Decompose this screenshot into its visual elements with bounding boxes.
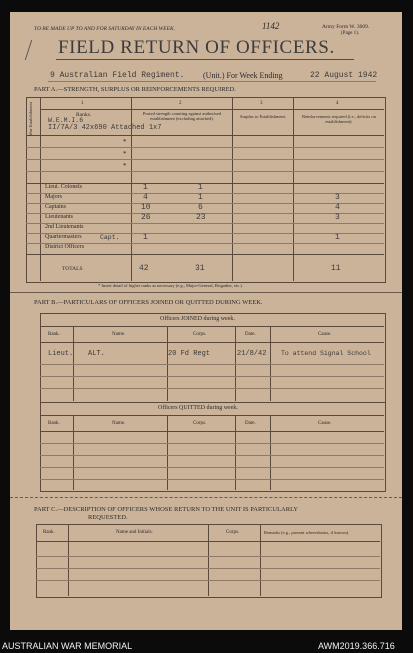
surplus-value: 1 xyxy=(198,183,203,192)
form-title: FIELD RETURN OF OFFICERS. xyxy=(58,37,335,58)
caption-left: AUSTRALIAN WAR MEMORIAL xyxy=(2,641,133,651)
posted-value: 4 xyxy=(143,193,148,202)
caption-right: AWM2019.366.716 xyxy=(318,641,395,651)
posted-value: 26 xyxy=(141,213,151,222)
asterisk-marker: * xyxy=(123,150,127,158)
title-underline xyxy=(56,59,354,60)
joined-date: 21/8/42 xyxy=(237,350,267,358)
col-corps: Corps. xyxy=(226,530,240,535)
qm-note: Capt. xyxy=(100,234,120,241)
rank-label: Lieut. Colonels xyxy=(45,184,82,190)
col-name-and-initials: Name and Initials. xyxy=(116,530,153,535)
col-rank: Rank. xyxy=(48,421,60,426)
joined-rank: Lieut. xyxy=(48,350,74,358)
table-line xyxy=(68,524,69,596)
surplus-value: 23 xyxy=(196,213,206,222)
table-line xyxy=(36,568,380,569)
col-ranks: Ranks. xyxy=(76,112,92,118)
rank-label: District Officers xyxy=(45,244,85,250)
quitted-table-title: Officers QUITTED during week. xyxy=(158,405,238,411)
totals-label: TOTALS xyxy=(62,266,83,272)
joined-corps: 20 Fd Regt xyxy=(168,350,211,358)
table-line xyxy=(40,431,384,432)
col-cause: Cause. xyxy=(318,332,332,337)
joined-cause: To attend Signal School xyxy=(281,350,371,357)
col-cause: Cause. xyxy=(318,421,332,426)
surplus-value: 1 xyxy=(198,193,203,202)
col-rank: Rank. xyxy=(43,530,55,535)
col-reinforcements: Reinforcements required (i.e., deficits on establishment). xyxy=(302,114,376,124)
perforation-line xyxy=(10,497,402,498)
col-corps: Corps. xyxy=(193,421,207,426)
table-line xyxy=(40,455,384,456)
col-number-4: 4 xyxy=(336,101,339,106)
table-line xyxy=(40,364,384,365)
col-war-establishment: War Establishment xyxy=(28,101,33,136)
reinforcements-value: 1 xyxy=(335,233,340,242)
total-reinforcements: 11 xyxy=(331,264,341,273)
part-c-heading-line-1: PART C.—DESCRIPTION OF OFFICERS WHOSE RETURN TO THE UNIT IS PARTICULARLY xyxy=(34,506,299,513)
table-line xyxy=(26,203,384,204)
table-line xyxy=(40,443,384,444)
rank-label: Majors xyxy=(45,194,62,200)
we-reference-1: W.E.M.I.6 xyxy=(48,117,84,124)
rank-label: 2nd Lieutenants xyxy=(45,224,84,230)
we-reference-2: II/7A/3 42x690 Attached 1x7 xyxy=(48,124,162,132)
posted-value: 1 xyxy=(143,183,148,192)
table-line xyxy=(36,556,380,557)
table-line xyxy=(26,135,384,136)
table-line xyxy=(26,254,384,255)
unit-label: (Unit.) For Week Ending xyxy=(203,71,283,80)
table-line xyxy=(40,342,384,343)
table-line xyxy=(40,388,384,389)
week-ending-date: 22 August 1942 xyxy=(310,71,378,80)
col-surplus: Surplus to Establishment. xyxy=(239,114,287,119)
col-date: Date. xyxy=(245,421,256,426)
rank-label: Lieutenants xyxy=(45,214,73,220)
reinforcements-value: 3 xyxy=(335,213,340,222)
col-number-1: 1 xyxy=(81,101,84,106)
col-number-3: 3 xyxy=(260,101,263,106)
handwritten-number: 1142 xyxy=(262,21,280,31)
col-name: Name. xyxy=(112,332,126,337)
posted-value: 1 xyxy=(143,233,148,242)
col-name: Name. xyxy=(112,421,126,426)
total-posted: 42 xyxy=(139,264,149,273)
table-line xyxy=(40,376,384,377)
col-date: Date. xyxy=(245,332,256,337)
asterisk-marker: * xyxy=(123,162,127,170)
table-line xyxy=(260,524,261,596)
table-line xyxy=(26,193,384,194)
table-line xyxy=(36,580,380,581)
part-c-heading-line-2: REQUESTED. xyxy=(88,514,128,521)
reinforcements-value: 4 xyxy=(335,203,340,212)
table-line xyxy=(26,159,384,160)
reinforcements-value: 3 xyxy=(335,193,340,202)
rank-label: Captains xyxy=(45,204,66,210)
part-c-table xyxy=(36,524,382,598)
unit-line xyxy=(48,81,376,82)
section-divider xyxy=(10,292,402,293)
col-corps: Corps. xyxy=(193,332,207,337)
form-page: (Page 1). xyxy=(341,31,360,36)
joined-table-title: Officers JOINED during week. xyxy=(160,316,235,322)
col-number-2: 2 xyxy=(179,101,182,106)
col-posted-strength: Posted strength counting against authorised establishment (excluding attached). xyxy=(142,111,222,121)
rank-label: Quartermasters xyxy=(45,234,82,240)
surplus-value: 6 xyxy=(198,203,203,212)
joined-name: ALT. xyxy=(88,350,105,358)
col-remarks: Remarks (e.g., present whereabouts, if known). xyxy=(264,530,350,535)
table-line xyxy=(40,326,384,327)
table-line xyxy=(26,147,384,148)
footnote: * Insert detail of higher ranks as necessary (e.g., Major-General, Brigadier, etc.). xyxy=(98,283,243,288)
top-note: TO BE MADE UP TO AND FOR SATURDAY IN EACH WEEK. xyxy=(34,26,176,32)
table-line xyxy=(40,109,384,110)
table-line xyxy=(40,479,384,480)
col-rank: Rank. xyxy=(48,332,60,337)
table-line xyxy=(208,524,209,596)
table-line xyxy=(40,467,384,468)
table-line xyxy=(26,171,384,172)
posted-value: 10 xyxy=(141,203,151,212)
unit-name: 9 Australian Field Regiment. xyxy=(50,71,185,80)
table-line xyxy=(40,415,384,416)
part-a-heading: PART A.—STRENGTH, SURPLUS OR REINFORCEMENTS REQUIRED. xyxy=(34,86,236,93)
total-surplus: 31 xyxy=(195,264,205,273)
form-code: Army Form W. 3009. xyxy=(322,24,370,30)
asterisk-marker: * xyxy=(123,138,127,146)
part-b-heading: PART B.—PARTICULARS OF OFFICERS JOINED OR QUITTED DURING WEEK. xyxy=(34,299,263,306)
